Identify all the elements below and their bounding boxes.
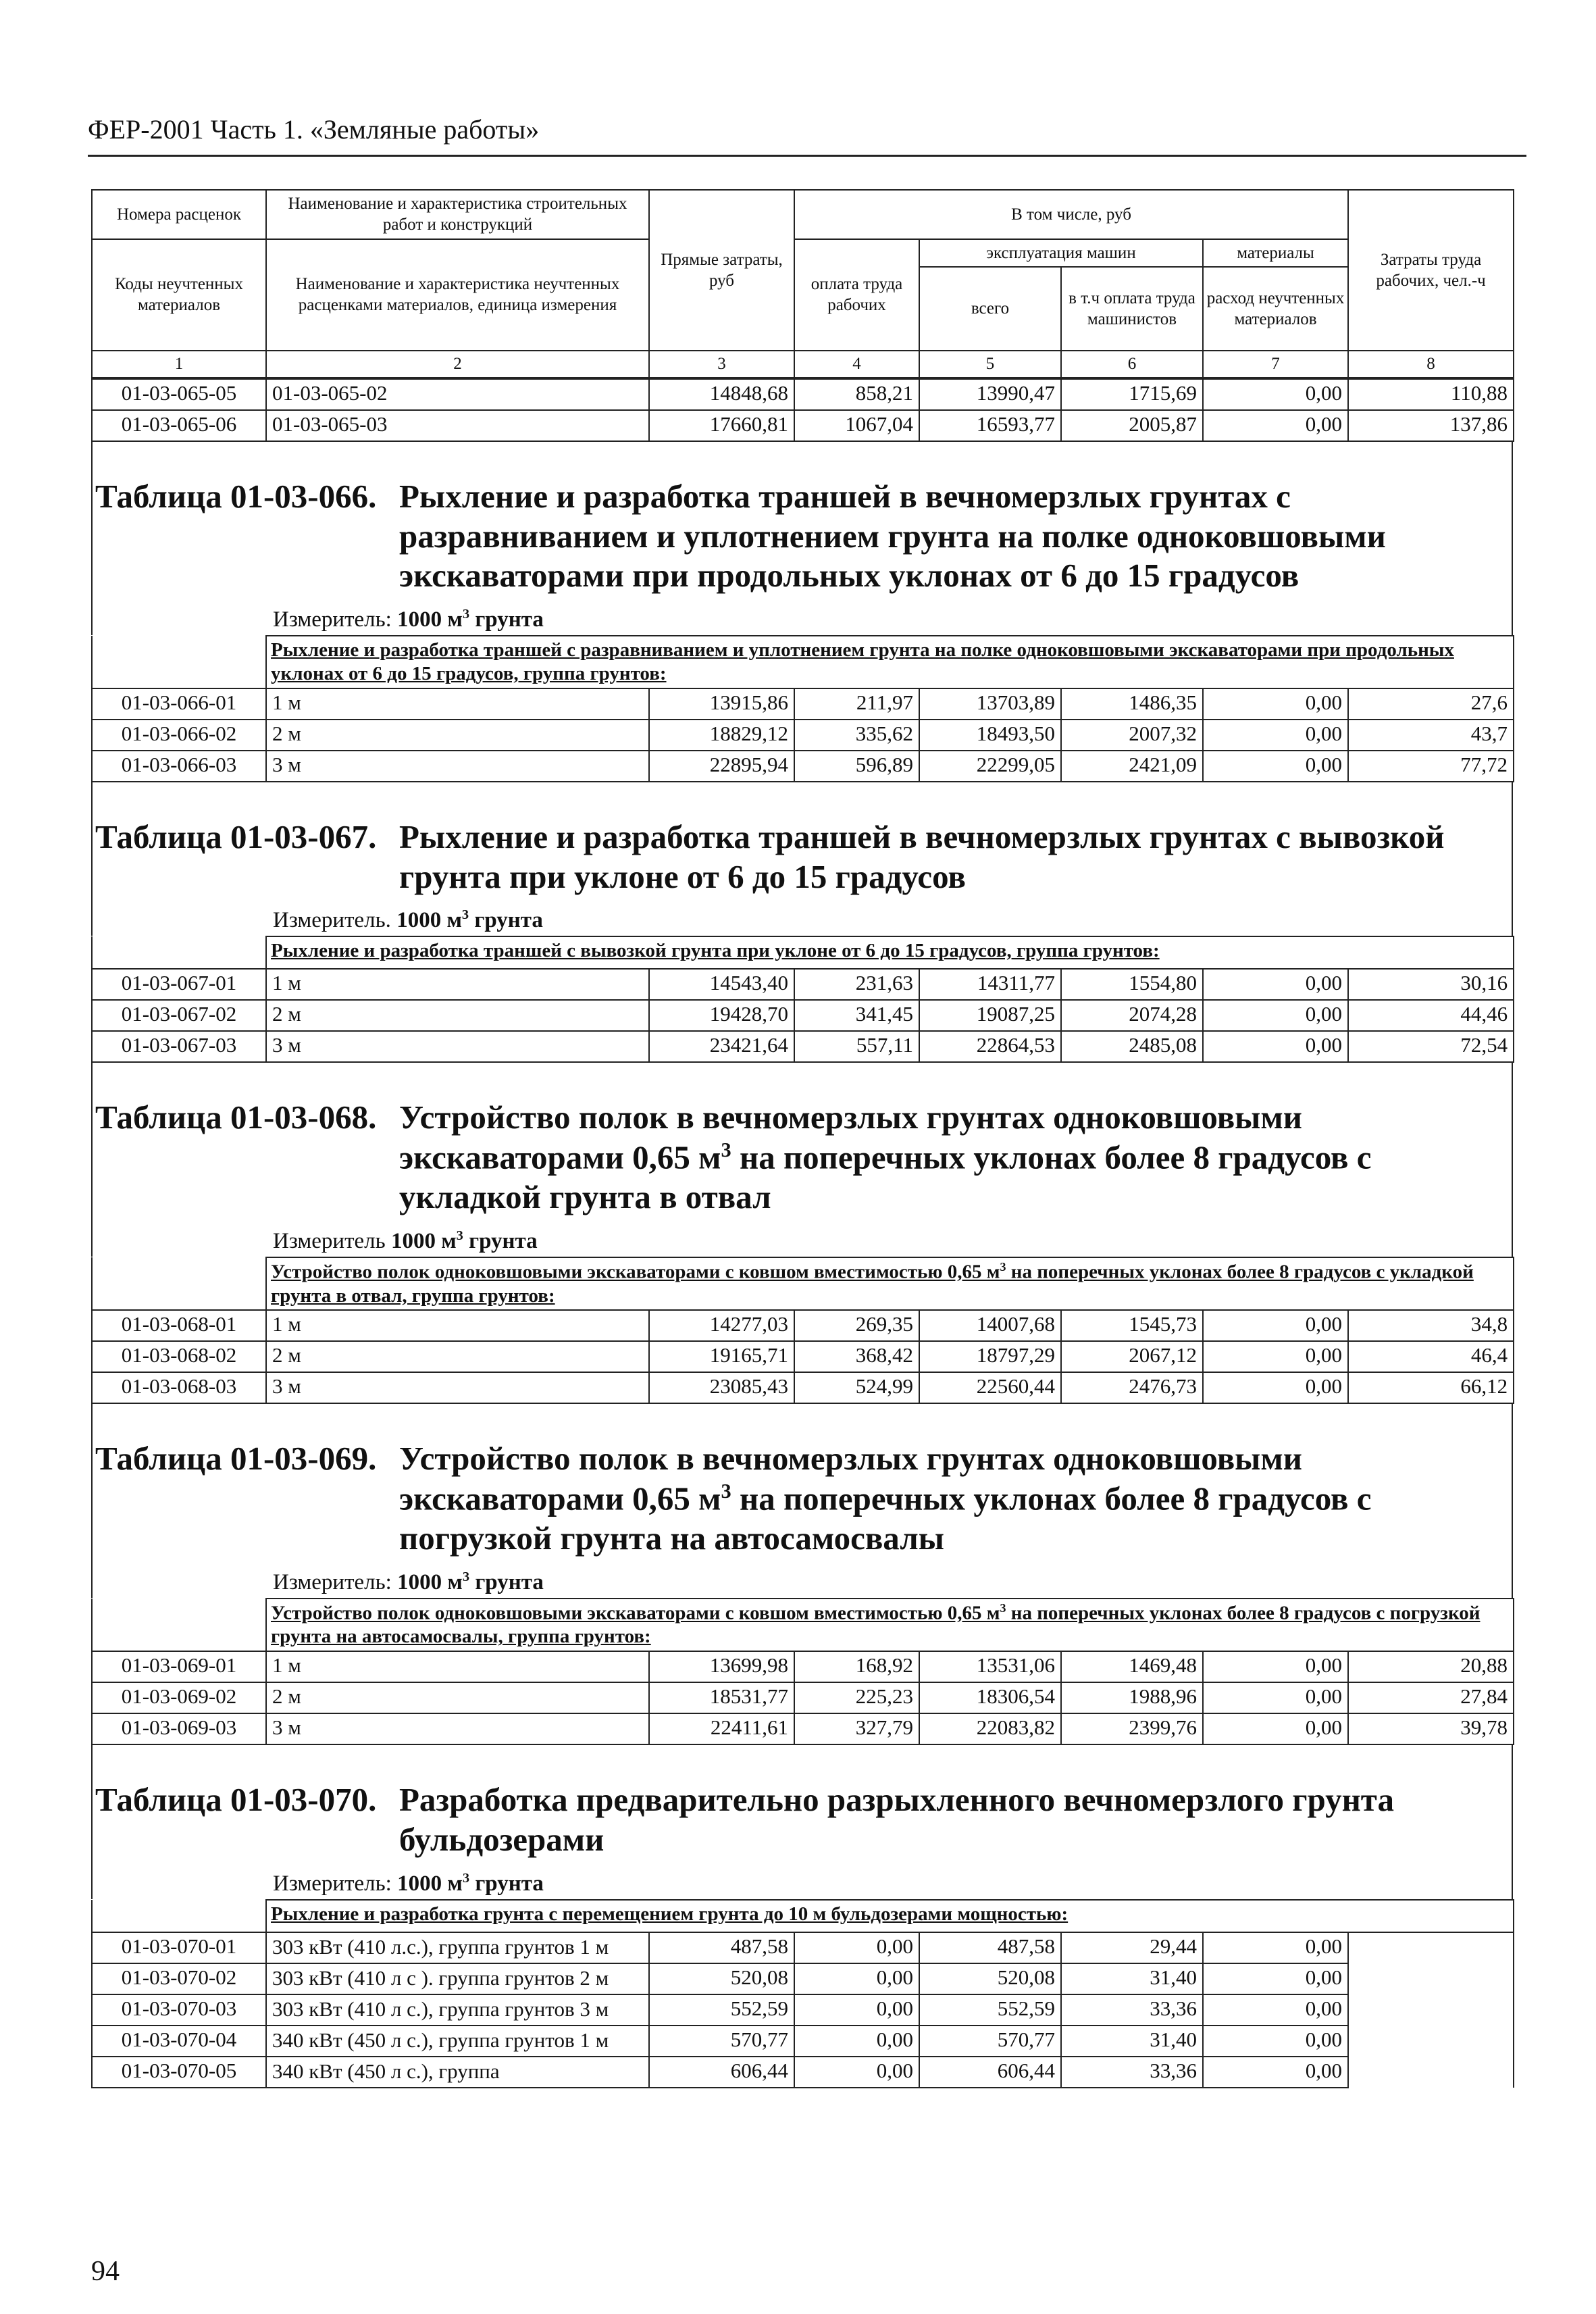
row-name: 3 м: [266, 751, 649, 782]
table-row: [92, 720, 1514, 751]
table-row: [92, 379, 1514, 410]
row-materials: 0,00: [1203, 1682, 1348, 1713]
row-machines-total: 13531,06: [919, 1651, 1061, 1682]
row-operators-pay: 1486,35: [1061, 688, 1203, 720]
table-row: [92, 410, 1514, 441]
row-direct-costs: 23421,64: [649, 1031, 794, 1062]
row-labor-hours: 46,4: [1348, 1341, 1514, 1372]
row-name: 01-03-065-02: [266, 379, 649, 410]
row-materials: 0,00: [1203, 2057, 1348, 2088]
subheader-part: Устройство полок одноковшовыми экскаваторами с ковшом вместимостью 0,65 м: [271, 1261, 1000, 1283]
row-direct-costs: 23085,43: [649, 1372, 794, 1403]
row-name: 3 м: [266, 1031, 649, 1062]
row-worker-pay: 231,63: [794, 969, 919, 1000]
row-materials: 0,00: [1203, 969, 1348, 1000]
table-title: [91, 1404, 1513, 1565]
table-row: [92, 1713, 1514, 1744]
measure-label: Измеритель:: [273, 1570, 392, 1595]
row-direct-costs: 22411,61: [649, 1713, 794, 1744]
row-name: 1 м: [266, 688, 649, 720]
table-title: [91, 442, 1513, 603]
row-code: 01-03-068-03: [92, 1372, 266, 1403]
measure-label: Измеритель: [273, 1229, 386, 1254]
row-direct-costs: 13699,98: [649, 1651, 794, 1682]
measure-value: 1000 м: [397, 1570, 463, 1595]
row-machines-total: 16593,77: [919, 410, 1061, 441]
table-row: [92, 1932, 1514, 1963]
measure-label: Измеритель.: [273, 908, 391, 933]
table-row: [92, 2057, 1514, 2088]
row-operators-pay: 2421,09: [1061, 751, 1203, 782]
row-operators-pay: 2007,32: [1061, 720, 1203, 751]
col-number: 7: [1203, 351, 1348, 378]
col-labor-hours: Затраты труда рабочих, чел.-ч: [1348, 190, 1514, 351]
section-subheader: Рыхление и разработка грунта с перемещением грунта до 10 м бульдозерами мощностью:: [266, 1900, 1514, 1932]
col-number: 2: [266, 351, 649, 378]
row-worker-pay: 0,00: [794, 2057, 919, 2088]
row-direct-costs: 18829,12: [649, 720, 794, 751]
row-materials: 0,00: [1203, 720, 1348, 751]
row-code: 01-03-066-02: [92, 720, 266, 751]
measure-label: Измеритель:: [273, 1871, 392, 1896]
row-machines-total: 520,08: [919, 1963, 1061, 1994]
row-labor-hours: 110,88: [1348, 379, 1514, 410]
row-worker-pay: 269,35: [794, 1310, 919, 1341]
page-header: ФЕР-2001 Часть 1. «Земляные работы»: [88, 114, 1526, 157]
table-title-text: Рыхление и разработка траншей в вечномерзлых грунтах с вывозкой грунта при уклоне от 6 до 15 градусов: [399, 818, 1445, 895]
table-067: [91, 936, 1514, 1063]
row-worker-pay: 368,42: [794, 1341, 919, 1372]
row-operators-pay: 1545,73: [1061, 1310, 1203, 1341]
table-row: [92, 1372, 1514, 1403]
row-code: 01-03-069-01: [92, 1651, 266, 1682]
row-operators-pay: 1988,96: [1061, 1682, 1203, 1713]
row-code: 01-03-066-03: [92, 751, 266, 782]
row-name: 1 м: [266, 1651, 649, 1682]
row-operators-pay: 2476,73: [1061, 1372, 1203, 1403]
measure-line: Измеритель. 1000 $м^3$ грунта: [91, 903, 1513, 936]
row-machines-total: 487,58: [919, 1932, 1061, 1963]
row-labor-hours: 44,46: [1348, 1000, 1514, 1031]
row-operators-pay: 2399,76: [1061, 1713, 1203, 1744]
col-number: 5: [919, 351, 1061, 378]
row-materials: 0,00: [1203, 1994, 1348, 2026]
table-title-text: Устройство полок в вечномерзлых грунтах одноковшовыми экскаваторами 0,65 $м^3$ на поперечных уклонах более 8 градусов с укладкой грунта в отвал: [399, 1099, 1372, 1216]
table-title: [91, 782, 1513, 904]
row-worker-pay: 225,23: [794, 1682, 919, 1713]
section-subheader: Устройство полок одноковшовыми экскаваторами с ковшом вместимостью 0,65 $м^3$ на поперечных уклонах более 8 градусов с укладкой грунта в отвал, группа грунтов:: [266, 1257, 1514, 1310]
table-row: [92, 1994, 1514, 2026]
row-name: 3 м: [266, 1372, 649, 1403]
row-machines-total: 22083,82: [919, 1713, 1061, 1744]
row-worker-pay: 524,99: [794, 1372, 919, 1403]
row-code: 01-03-065-06: [92, 410, 266, 441]
col-number: 3: [649, 351, 794, 378]
table-label: Таблица 01-03-069.: [95, 1440, 377, 1478]
row-operators-pay: 33,36: [1061, 1994, 1203, 2026]
row-materials: 0,00: [1203, 1651, 1348, 1682]
row-worker-pay: 341,45: [794, 1000, 919, 1031]
row-labor-hours: 20,88: [1348, 1651, 1514, 1682]
row-direct-costs: 570,77: [649, 2026, 794, 2057]
row-operators-pay: 31,40: [1061, 2026, 1203, 2057]
row-code: 01-03-069-02: [92, 1682, 266, 1713]
row-direct-costs: 487,58: [649, 1932, 794, 1963]
row-worker-pay: 1067,04: [794, 410, 919, 441]
row-operators-pay: 2067,12: [1061, 1341, 1203, 1372]
row-materials: 0,00: [1203, 1932, 1348, 1963]
row-direct-costs: 606,44: [649, 2057, 794, 2088]
row-labor-hours: 27,6: [1348, 688, 1514, 720]
table-label: Таблица 01-03-067.: [95, 818, 377, 855]
row-code: 01-03-068-02: [92, 1341, 266, 1372]
col-rates-number: Номера расценок: [92, 190, 266, 239]
row-name: 2 м: [266, 1682, 649, 1713]
col-material-name: Наименование и характеристика неучтенных расценками материалов, единица измерения: [266, 239, 649, 351]
row-machines-total: 22560,44: [919, 1372, 1061, 1403]
rates-table: [91, 189, 1513, 2088]
row-operators-pay: 33,36: [1061, 2057, 1203, 2088]
row-code: 01-03-070-01: [92, 1932, 266, 1963]
table-title-text: Рыхление и разработка траншей в вечномерзлых грунтах с разравниванием и уплотнением грунта на полке одноковшовыми экскаваторами при продольных уклонах от 6 до 15 градусов: [399, 477, 1386, 595]
row-materials: 0,00: [1203, 751, 1348, 782]
row-materials: 0,00: [1203, 2026, 1348, 2057]
measure-value: 1000 м: [397, 607, 463, 632]
section-subheader: Рыхление и разработка траншей с вывозкой грунта при уклоне от 6 до 15 градусов, группа грунтов:: [266, 936, 1514, 969]
row-worker-pay: 0,00: [794, 1994, 919, 2026]
table-066: [91, 635, 1514, 782]
row-machines-total: 18306,54: [919, 1682, 1061, 1713]
row-materials: 0,00: [1203, 379, 1348, 410]
table-row: [92, 969, 1514, 1000]
row-code: 01-03-068-01: [92, 1310, 266, 1341]
table-row: [92, 1341, 1514, 1372]
table-row: [92, 1000, 1514, 1031]
row-labor-hours: 34,8: [1348, 1310, 1514, 1341]
row-materials: 0,00: [1203, 1713, 1348, 1744]
col-number: 8: [1348, 351, 1514, 378]
table-row: [92, 751, 1514, 782]
row-worker-pay: 0,00: [794, 1963, 919, 1994]
row-code: 01-03-070-03: [92, 1994, 266, 2026]
title-part: Устройство полок в вечномерзлых грунтах одноковшовыми экскаваторами 0,65 м: [399, 1440, 1303, 1517]
row-materials: 0,00: [1203, 1341, 1348, 1372]
row-name: 340 кВт (450 л с.), группа: [266, 2057, 649, 2088]
row-labor-hours: 66,12: [1348, 1372, 1514, 1403]
col-number: 6: [1061, 351, 1203, 378]
table-row: [92, 688, 1514, 720]
row-worker-pay: 335,62: [794, 720, 919, 751]
row-direct-costs: 552,59: [649, 1994, 794, 2026]
table-row: [92, 1963, 1514, 1994]
table-label: Таблица 01-03-066.: [95, 477, 377, 515]
row-name: 303 кВт (410 л с.), группа грунтов 3 м: [266, 1994, 649, 2026]
table-070: [91, 1899, 1514, 2088]
row-code: 01-03-066-01: [92, 688, 266, 720]
row-materials: 0,00: [1203, 1000, 1348, 1031]
row-direct-costs: 520,08: [649, 1963, 794, 1994]
row-name: 2 м: [266, 1000, 649, 1031]
row-worker-pay: 168,92: [794, 1651, 919, 1682]
row-machines-total: 570,77: [919, 2026, 1061, 2057]
row-machines-total: 13990,47: [919, 379, 1061, 410]
measure-label: Измеритель:: [273, 607, 392, 632]
table-row: [92, 2026, 1514, 2057]
row-machines-total: 18493,50: [919, 720, 1061, 751]
row-code: 01-03-067-03: [92, 1031, 266, 1062]
measure-value: 1000 м: [390, 1229, 457, 1254]
title-part: на поперечных уклонах более 8 градусов с погрузкой грунта на автосамосвалы: [399, 1480, 1372, 1557]
row-labor-hours: 39,78: [1348, 1713, 1514, 1744]
row-worker-pay: 596,89: [794, 751, 919, 782]
row-materials: 0,00: [1203, 1310, 1348, 1341]
table-row: [92, 1651, 1514, 1682]
row-machines-total: 552,59: [919, 1994, 1061, 2026]
subheader-part: на поперечных уклонах более 8 градусов с погрузкой грунта на автосамосвалы, группа грунтов:: [271, 1602, 1481, 1648]
row-materials: 0,00: [1203, 1372, 1348, 1403]
table-title-text: Устройство полок в вечномерзлых грунтах одноковшовыми экскаваторами 0,65 $м^3$ на поперечных уклонах более 8 градусов с погрузкой грунта на автосамосвалы: [399, 1440, 1372, 1557]
row-name: 340 кВт (450 л с.), группа грунтов 1 м: [266, 2026, 649, 2057]
row-labor-hours: 137,86: [1348, 410, 1514, 441]
row-code: 01-03-070-05: [92, 2057, 266, 2088]
measure-value: 1000 м: [396, 908, 462, 933]
row-operators-pay: 2005,87: [1061, 410, 1203, 441]
row-code: 01-03-070-04: [92, 2026, 266, 2057]
row-worker-pay: 327,79: [794, 1713, 919, 1744]
row-direct-costs: 19165,71: [649, 1341, 794, 1372]
row-worker-pay: 0,00: [794, 2026, 919, 2057]
row-name: 303 кВт (410 л с ). группа грунтов 2 м: [266, 1963, 649, 1994]
table-label: Таблица 01-03-070.: [95, 1781, 377, 1819]
col-work-name: Наименование и характеристика строительных работ и конструкций: [266, 190, 649, 239]
row-labor-hours: 77,72: [1348, 751, 1514, 782]
row-worker-pay: 557,11: [794, 1031, 919, 1062]
measure-line: Измеритель: 1000 $м^3$ грунта: [91, 1565, 1513, 1598]
row-direct-costs: 14848,68: [649, 379, 794, 410]
section-subheader: Рыхление и разработка траншей с разравниванием и уплотнением грунта на полке одноковшовыми экскаваторами при продольных уклонах от 6 до 15 градусов, группа грунтов:: [266, 636, 1514, 688]
row-operators-pay: 1469,48: [1061, 1651, 1203, 1682]
subheader-part: Устройство полок одноковшовыми экскаваторами с ковшом вместимостью 0,65 м: [271, 1602, 1000, 1624]
measure-line: Измеритель 1000 $м^3$ грунта: [91, 1224, 1513, 1257]
row-code: 01-03-065-05: [92, 379, 266, 410]
row-machines-total: 606,44: [919, 2057, 1061, 2088]
row-worker-pay: 0,00: [794, 1932, 919, 1963]
row-machines-total: 22864,53: [919, 1031, 1061, 1062]
col-operators-pay: в т.ч оплата труда машинистов: [1061, 267, 1203, 351]
row-name: 2 м: [266, 1341, 649, 1372]
row-worker-pay: 858,21: [794, 379, 919, 410]
table-title-text: Разработка предварительно разрыхленного вечномерзлого грунта бульдозерами: [399, 1781, 1394, 1859]
row-machines-total: 14007,68: [919, 1310, 1061, 1341]
col-materials-consumption: расход неучтенных материалов: [1203, 267, 1348, 351]
row-machines-total: 18797,29: [919, 1341, 1061, 1372]
row-name: 303 кВт (410 л.с.), группа грунтов 1 м: [266, 1932, 649, 1963]
row-direct-costs: 19428,70: [649, 1000, 794, 1031]
title-part: Устройство полок в вечномерзлых грунтах одноковшовыми экскаваторами 0,65 м: [399, 1099, 1303, 1176]
page-number: 94: [91, 2256, 120, 2287]
col-including: В том числе, руб: [794, 190, 1348, 239]
table-069: [91, 1598, 1514, 1745]
row-materials: 0,00: [1203, 1031, 1348, 1062]
title-part: на поперечных уклонах более 8 градусов с укладкой грунта в отвал: [399, 1138, 1372, 1216]
measure-unit: грунта: [475, 607, 544, 632]
row-materials: 0,00: [1203, 410, 1348, 441]
table-row: [92, 1310, 1514, 1341]
col-material-codes: Коды неучтенных материалов: [92, 239, 266, 351]
row-direct-costs: 13915,86: [649, 688, 794, 720]
row-machines-total: 13703,89: [919, 688, 1061, 720]
col-materials: материалы: [1203, 239, 1348, 267]
col-direct-costs: Прямые затраты, руб: [649, 190, 794, 351]
row-worker-pay: 211,97: [794, 688, 919, 720]
col-number: 1: [92, 351, 266, 378]
row-code: 01-03-070-02: [92, 1963, 266, 1994]
row-name: 1 м: [266, 1310, 649, 1341]
table-title: [91, 1063, 1513, 1224]
row-operators-pay: 2485,08: [1061, 1031, 1203, 1062]
table-title: [91, 1745, 1513, 1867]
row-direct-costs: 17660,81: [649, 410, 794, 441]
table-row: [92, 1682, 1514, 1713]
measure-unit: грунта: [474, 908, 543, 933]
measure-value: 1000 м: [397, 1871, 463, 1896]
row-operators-pay: 31,40: [1061, 1963, 1203, 1994]
row-materials: 0,00: [1203, 1963, 1348, 1994]
measure-unit: грунта: [469, 1229, 538, 1254]
row-labor-hours: 72,54: [1348, 1031, 1514, 1062]
row-code: 01-03-067-01: [92, 969, 266, 1000]
section-subheader: Устройство полок одноковшовыми экскаваторами с ковшом вместимостью 0,65 $м^3$ на поперечных уклонах более 8 градусов с погрузкой грунта на автосамосвалы, группа грунтов:: [266, 1599, 1514, 1651]
col-number: 4: [794, 351, 919, 378]
col-worker-pay: оплата труда рабочих: [794, 239, 919, 351]
subheader-part: на поперечных уклонах более 8 градусов с укладкой грунта в отвал, группа грунтов:: [271, 1261, 1474, 1307]
table-row: [92, 1031, 1514, 1062]
row-name: 2 м: [266, 720, 649, 751]
row-direct-costs: 22895,94: [649, 751, 794, 782]
table-label: Таблица 01-03-068.: [95, 1099, 377, 1136]
row-labor-hours: 27,84: [1348, 1682, 1514, 1713]
col-machines-total: всего: [919, 267, 1061, 351]
table-header: [91, 189, 1514, 378]
row-code: 01-03-067-02: [92, 1000, 266, 1031]
measure-line: Измеритель: 1000 $м^3$ грунта: [91, 603, 1513, 635]
row-machines-total: 14311,77: [919, 969, 1061, 1000]
continued-rows: [91, 378, 1514, 442]
row-machines-total: 19087,25: [919, 1000, 1061, 1031]
row-materials: 0,00: [1203, 688, 1348, 720]
row-labor-hours: 30,16: [1348, 969, 1514, 1000]
col-machine-operation: эксплуатация машин: [919, 239, 1203, 267]
measure-unit: грунта: [475, 1871, 544, 1896]
row-operators-pay: 1715,69: [1061, 379, 1203, 410]
row-name: 01-03-065-03: [266, 410, 649, 441]
measure-line: Измеритель: 1000 $м^3$ грунта: [91, 1867, 1513, 1899]
row-name: 1 м: [266, 969, 649, 1000]
row-machines-total: 22299,05: [919, 751, 1061, 782]
row-labor-hours: 43,7: [1348, 720, 1514, 751]
table-068: [91, 1257, 1514, 1404]
row-name: 3 м: [266, 1713, 649, 1744]
row-direct-costs: 14543,40: [649, 969, 794, 1000]
row-operators-pay: 29,44: [1061, 1932, 1203, 1963]
row-direct-costs: 18531,77: [649, 1682, 794, 1713]
row-operators-pay: 2074,28: [1061, 1000, 1203, 1031]
row-code: 01-03-069-03: [92, 1713, 266, 1744]
row-operators-pay: 1554,80: [1061, 969, 1203, 1000]
row-direct-costs: 14277,03: [649, 1310, 794, 1341]
measure-unit: грунта: [475, 1570, 544, 1595]
